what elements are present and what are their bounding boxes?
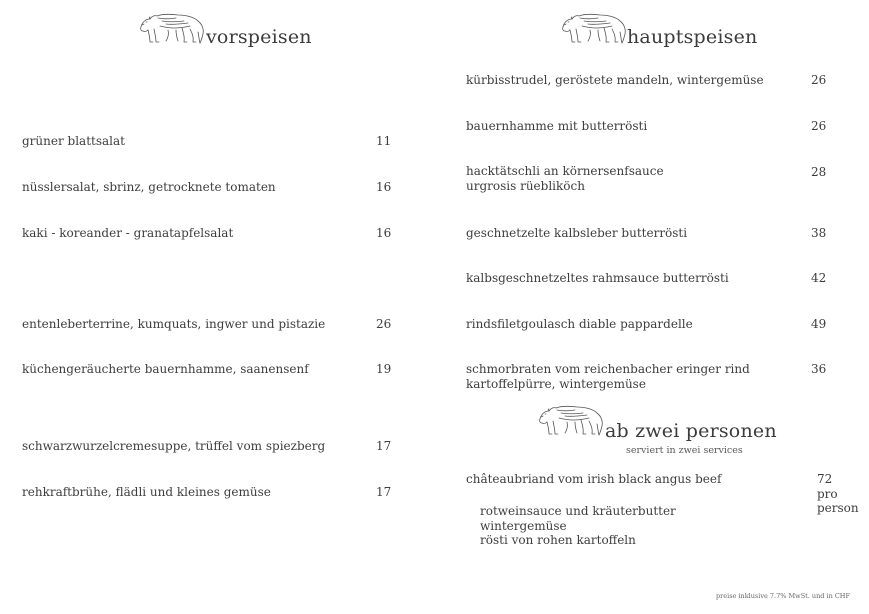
item-price: 17	[376, 485, 392, 499]
bear-icon	[138, 12, 206, 46]
side-list	[480, 504, 676, 548]
zwei-personen-subtitle: serviert in zwei services	[626, 445, 743, 456]
price-value: 72	[817, 472, 833, 486]
side-item: wintergemüse	[480, 518, 567, 533]
item-price: 38	[811, 226, 827, 240]
zwei-personen-title: ab zwei personen	[605, 420, 777, 442]
hauptspeisen-title: hauptspeisen	[627, 26, 758, 48]
item-line-1: hacktätschli an körnersenfsauce	[466, 164, 664, 178]
list-item: geschnetzelte kalbsleber butterrösti	[466, 226, 688, 240]
list-item	[466, 362, 750, 391]
item-price: 26	[376, 317, 392, 331]
list-item: kaki - koreander - granatapfelsalat	[22, 226, 234, 240]
side-item: rotweinsauce und kräuterbutter	[480, 504, 676, 518]
list-item: bauernhamme mit butterrösti	[466, 119, 648, 133]
list-item	[466, 164, 664, 193]
list-item: rindsfiletgoulasch diable pappardelle	[466, 317, 693, 331]
item-price: 42	[811, 271, 827, 285]
list-item: rehkraftbrühe, flädli und kleines gemüse	[22, 485, 271, 499]
vorspeisen-title: vorspeisen	[206, 26, 312, 48]
item-price: 17	[376, 439, 392, 453]
side-item: rösti von rohen kartoffeln	[480, 533, 636, 547]
item-price: 26	[811, 119, 827, 133]
bear-icon	[560, 12, 628, 46]
list-item: kalbsgeschnetzeltes rahmsauce butterrösti	[466, 271, 729, 285]
item-price: 49	[811, 317, 827, 331]
price-unit-1: pro	[817, 486, 838, 501]
item-price: 16	[376, 180, 392, 194]
item-price: 19	[376, 362, 392, 376]
item-price: 28	[811, 165, 827, 179]
price-unit-2: person	[817, 501, 859, 515]
item-price: 16	[376, 226, 392, 240]
bear-icon	[537, 404, 605, 438]
item-price	[817, 472, 859, 516]
item-line-2: kartoffelpürre, wintergemüse	[466, 376, 646, 391]
list-item: nüsslersalat, sbrinz, getrocknete tomaten	[22, 180, 276, 194]
list-item: küchengeräucherte bauernhamme, saanensenf	[22, 362, 309, 376]
list-item: kürbisstrudel, geröstete mandeln, wintergemüse	[466, 73, 764, 87]
item-price: 36	[811, 362, 827, 376]
list-item: grüner blattsalat	[22, 134, 125, 148]
item-price: 11	[376, 134, 392, 148]
list-item: entenleberterrine, kumquats, ingwer und pistazie	[22, 317, 326, 331]
list-item: schwarzwurzelcremesuppe, trüffel vom spiezberg	[22, 439, 326, 453]
price-footnote: preise inklusive 7.7% MwSt. und in CHF	[716, 592, 850, 600]
item-line-1: schmorbraten vom reichenbacher eringer rind	[466, 362, 750, 376]
item-price: 26	[811, 73, 827, 87]
item-line-2: urgrosis rüebliköch	[466, 178, 585, 193]
list-item: châteaubriand vom irish black angus beef	[466, 472, 722, 486]
